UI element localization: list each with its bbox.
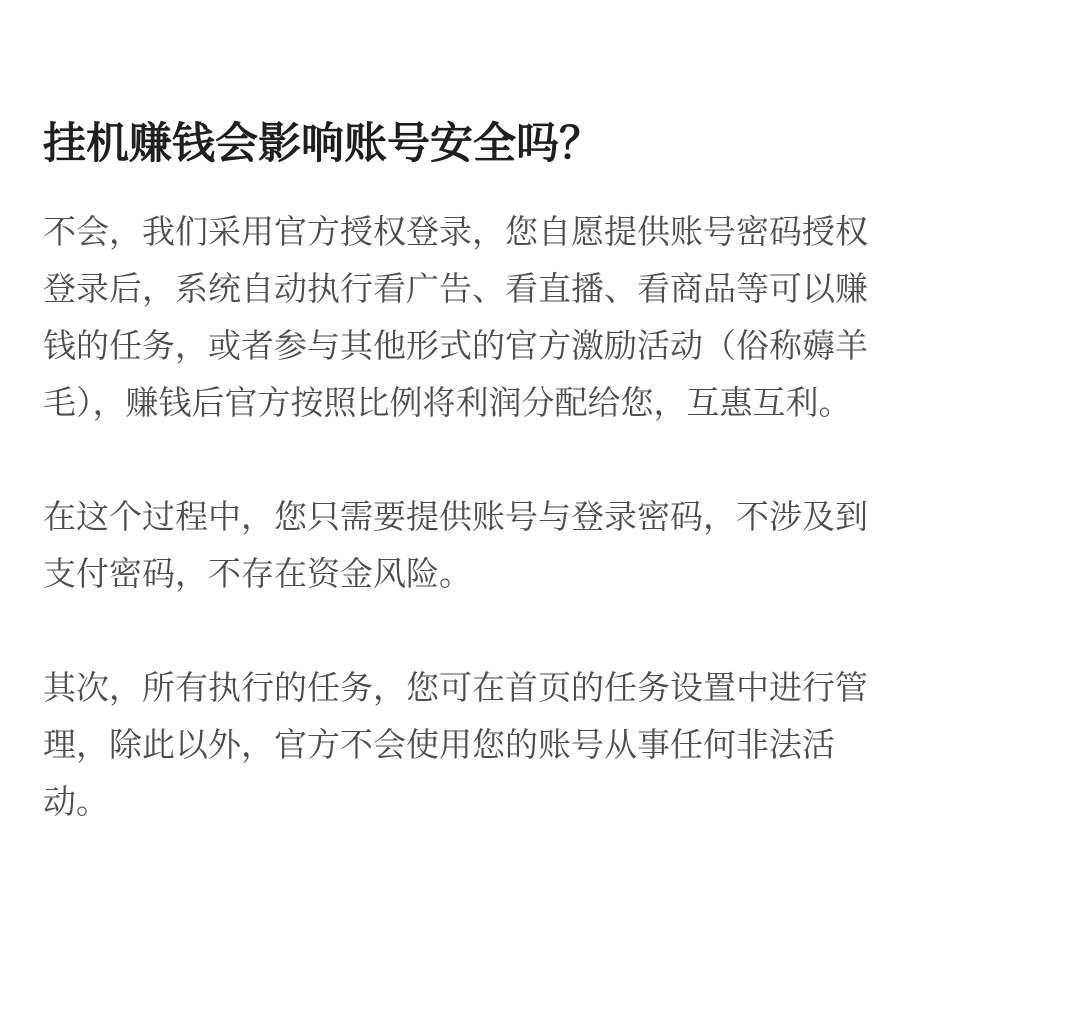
paragraph-login-authorization	[43, 203, 1033, 431]
paragraph-line: 理，除此以外，官方不会使用您的账号从事任何非法活	[43, 725, 835, 764]
paragraph-line: 登录后，系统自动执行看广告、看直播、看商品等可以赚	[43, 269, 868, 308]
paragraph-payment-safety	[43, 488, 1033, 602]
paragraph-line: 不会，我们采用官方授权登录，您自愿提供账号密码授权	[43, 212, 868, 251]
paragraph-line: 毛），赚钱后官方按照比例将利润分配给您，互惠互利。	[43, 383, 852, 422]
article-title: 挂机赚钱会影响账号安全吗？	[43, 119, 602, 169]
paragraph-task-management	[43, 659, 1033, 830]
article-content	[43, 112, 1033, 830]
paragraph-line: 支付密码，不存在资金风险。	[43, 554, 472, 593]
paragraph-line: 动。	[43, 782, 109, 821]
paragraph-line: 其次，所有执行的任务，您可在首页的任务设置中进行管	[43, 668, 868, 707]
paragraph-line: 钱的任务，或者参与其他形式的官方激励活动（俗称薅羊	[43, 326, 868, 365]
paragraph-line: 在这个过程中，您只需要提供账号与登录密码，不涉及到	[43, 497, 868, 536]
